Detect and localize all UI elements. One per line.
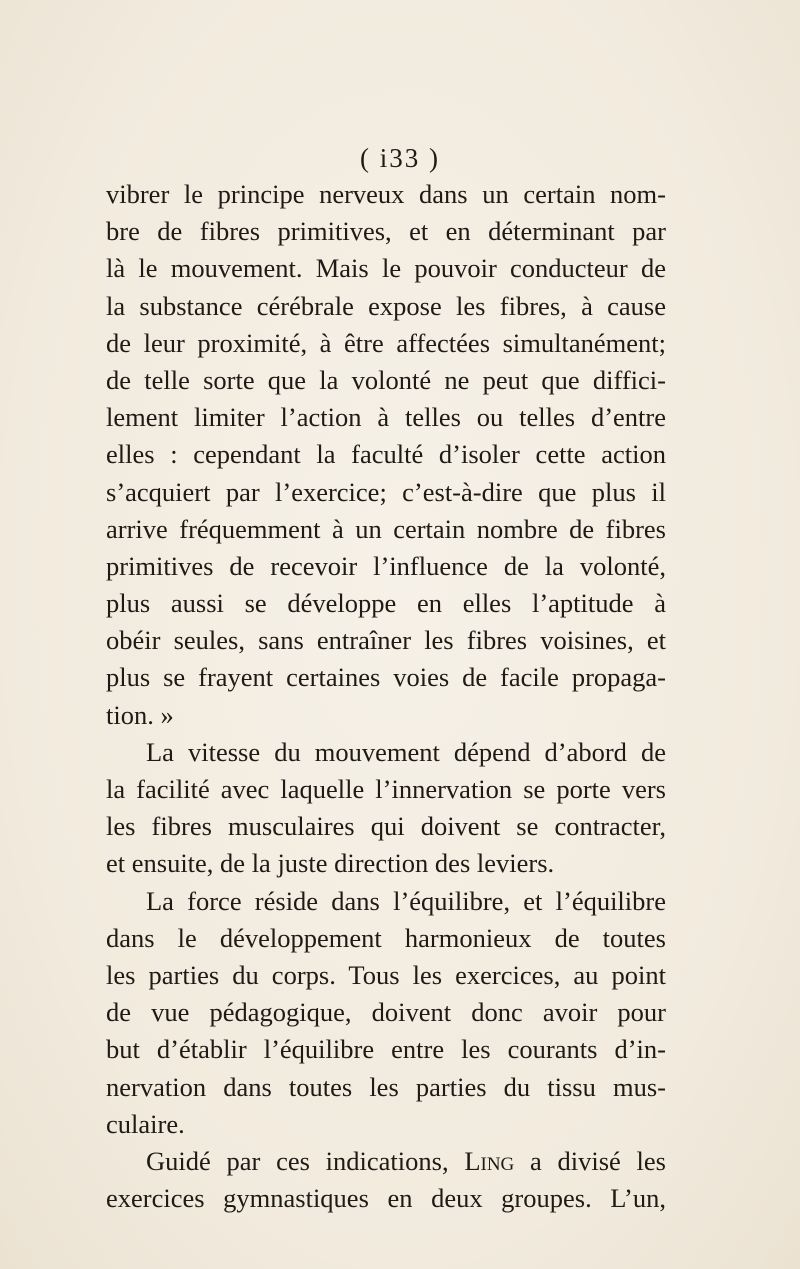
- text-line: la facilité avec laquelle l’innervation se porte vers: [106, 774, 666, 804]
- page-number: ( i33 ): [360, 143, 440, 173]
- text-line: but d’établir l’équilibre entre les courants d’in-: [106, 1034, 666, 1065]
- text-fragment: Guidé par ces indications,: [146, 1145, 465, 1176]
- text-line: et ensuite, de la juste direction des leviers.: [106, 848, 555, 879]
- text-line: les parties du corps. Tous les exercices, au point: [106, 959, 666, 990]
- text-line: lement limiter l’action à telles ou telles d’entre: [106, 402, 666, 433]
- text-line: de telle sorte que la volonté ne peut que diffici-: [106, 364, 666, 395]
- text-line: là le mouvement. Mais le pouvoir conducteur de: [106, 253, 666, 284]
- text-line: arrive fréquemment à un certain nombre de fibres: [106, 513, 666, 544]
- text-line: culaire.: [106, 1108, 185, 1139]
- text-line: primitives de recevoir l’influence de la volonté,: [106, 550, 666, 581]
- text-line: [106, 1143, 666, 1180]
- text-line: obéir seules, sans entraîner les fibres voisines, et: [106, 625, 666, 656]
- text-line: la substance cérébrale expose les fibres, à cause: [106, 290, 666, 321]
- text-line: s’acquiert par l’exercice; c’est-à-dire que plus il: [106, 476, 666, 507]
- text-fragment: a divisé les: [514, 1145, 666, 1176]
- text-line: vibrer le principe nerveux dans un certain nom-: [106, 179, 666, 209]
- text-line: tion. »: [106, 699, 174, 730]
- text-line: exercices gymnastiques en deux groupes. L’un,: [106, 1183, 666, 1214]
- body-text: [106, 176, 666, 1217]
- text-line: bre de fibres primitives, et en déterminant par: [106, 216, 666, 247]
- text-line: dans le développement harmonieux de toutes: [106, 922, 666, 953]
- text-line: La force réside dans l’équilibre, et l’équilibre: [146, 885, 666, 916]
- text-line: de vue pédagogique, doivent donc avoir pour: [106, 997, 666, 1028]
- text-line: elles : cependant la faculté d’isoler cette action: [106, 439, 666, 470]
- text-line: plus aussi se développe en elles l’aptitude à: [106, 588, 666, 619]
- author-name-ling: Ling: [464, 1145, 515, 1176]
- text-line: les fibres musculaires qui doivent se contracter,: [106, 811, 666, 842]
- text-line: nervation dans toutes les parties du tissu mus-: [106, 1071, 666, 1102]
- text-line: La vitesse du mouvement dépend d’abord de: [146, 736, 666, 767]
- text-line: plus se frayent certaines voies de facile propaga-: [106, 662, 666, 693]
- text-line: de leur proximité, à être affectées simultanément;: [106, 327, 666, 358]
